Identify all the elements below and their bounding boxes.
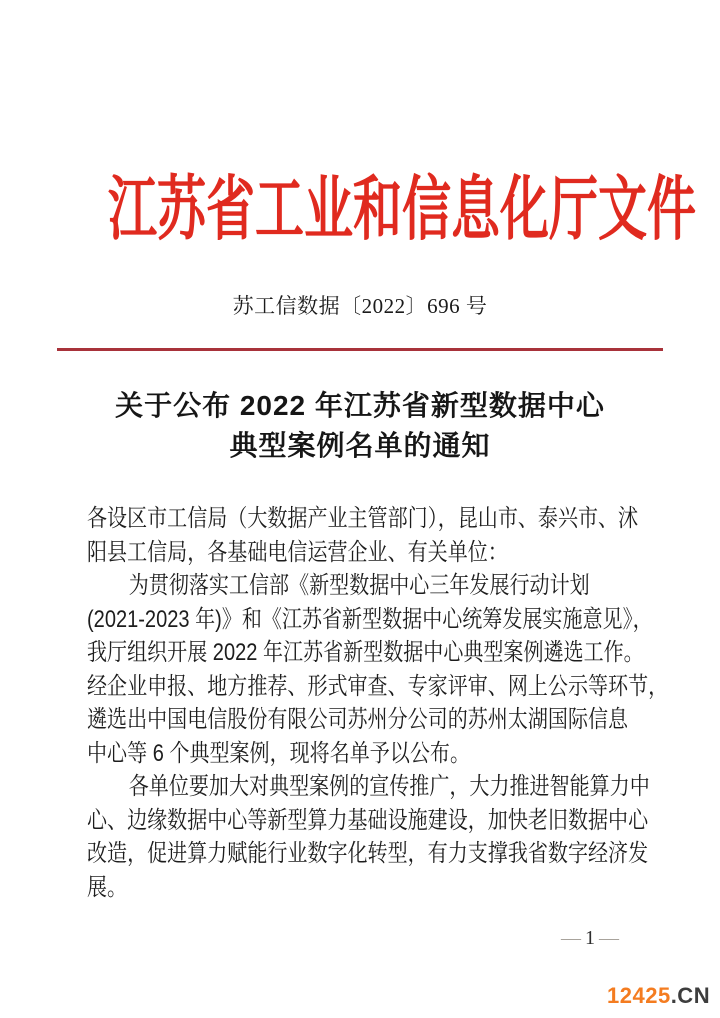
body-line: 各单位要加大对典型案例的宣传推广，大力推进智能算力中 [128,773,650,800]
notice-title-line-2: 典型案例名单的通知 [229,430,491,461]
watermark-site-name: 12425 [607,983,671,1008]
body-line: 中心等 6 个典型案例，现将名单予以公布。 [87,739,471,767]
body-line: 各设区市工信局（大数据产业主管部门），昆山市、泰兴市、沭 [87,505,639,532]
body-line: 改造，促进算力赋能行业数字化转型，有力支撑我省数字经济发 [87,840,649,867]
body-line: (2021-2023 年)》和《江苏省新型数据中心统筹发展实施意见》， [87,605,653,633]
body-line: 我厅组织开展 2022 年江苏省新型数据中心典型案例遴选工作。 [87,639,644,666]
body-line: 阳县工信局，各基础电信运营企业、有关单位： [87,538,508,566]
body-line: 为贯彻落实工信部《新型数据中心三年发展行动计划 [128,572,590,599]
notice-title-line-1: 关于公布 2022 年江苏省新型数据中心 [115,390,605,421]
red-separator-rule [57,348,663,351]
page-number-dash-left: — [561,927,581,949]
body-line: 展。 [87,873,128,901]
body-line: 心、边缘数据中心等新型算力基础设施建设，加快老旧数据中心 [87,806,649,834]
notice-title [0,386,720,466]
page-number-dash-right: — [599,927,619,949]
page-number-value: 1 [585,927,595,949]
watermark-logo [607,984,710,1008]
watermark-site-tld: .CN [670,983,711,1008]
notice-body [87,502,697,904]
body-line: 经企业申报、地方推荐、形式审查、专家评审、网上公示等环节， [87,672,669,700]
agency-masthead-title: 江苏省工业和信息化厅文件 [108,172,696,249]
body-line: 遴选出中国电信股份有限公司苏州分公司的苏州太湖国际信息 [87,706,629,733]
document-reference-number: 苏工信数据〔2022〕696 号 [232,294,488,318]
page-number [552,925,628,951]
